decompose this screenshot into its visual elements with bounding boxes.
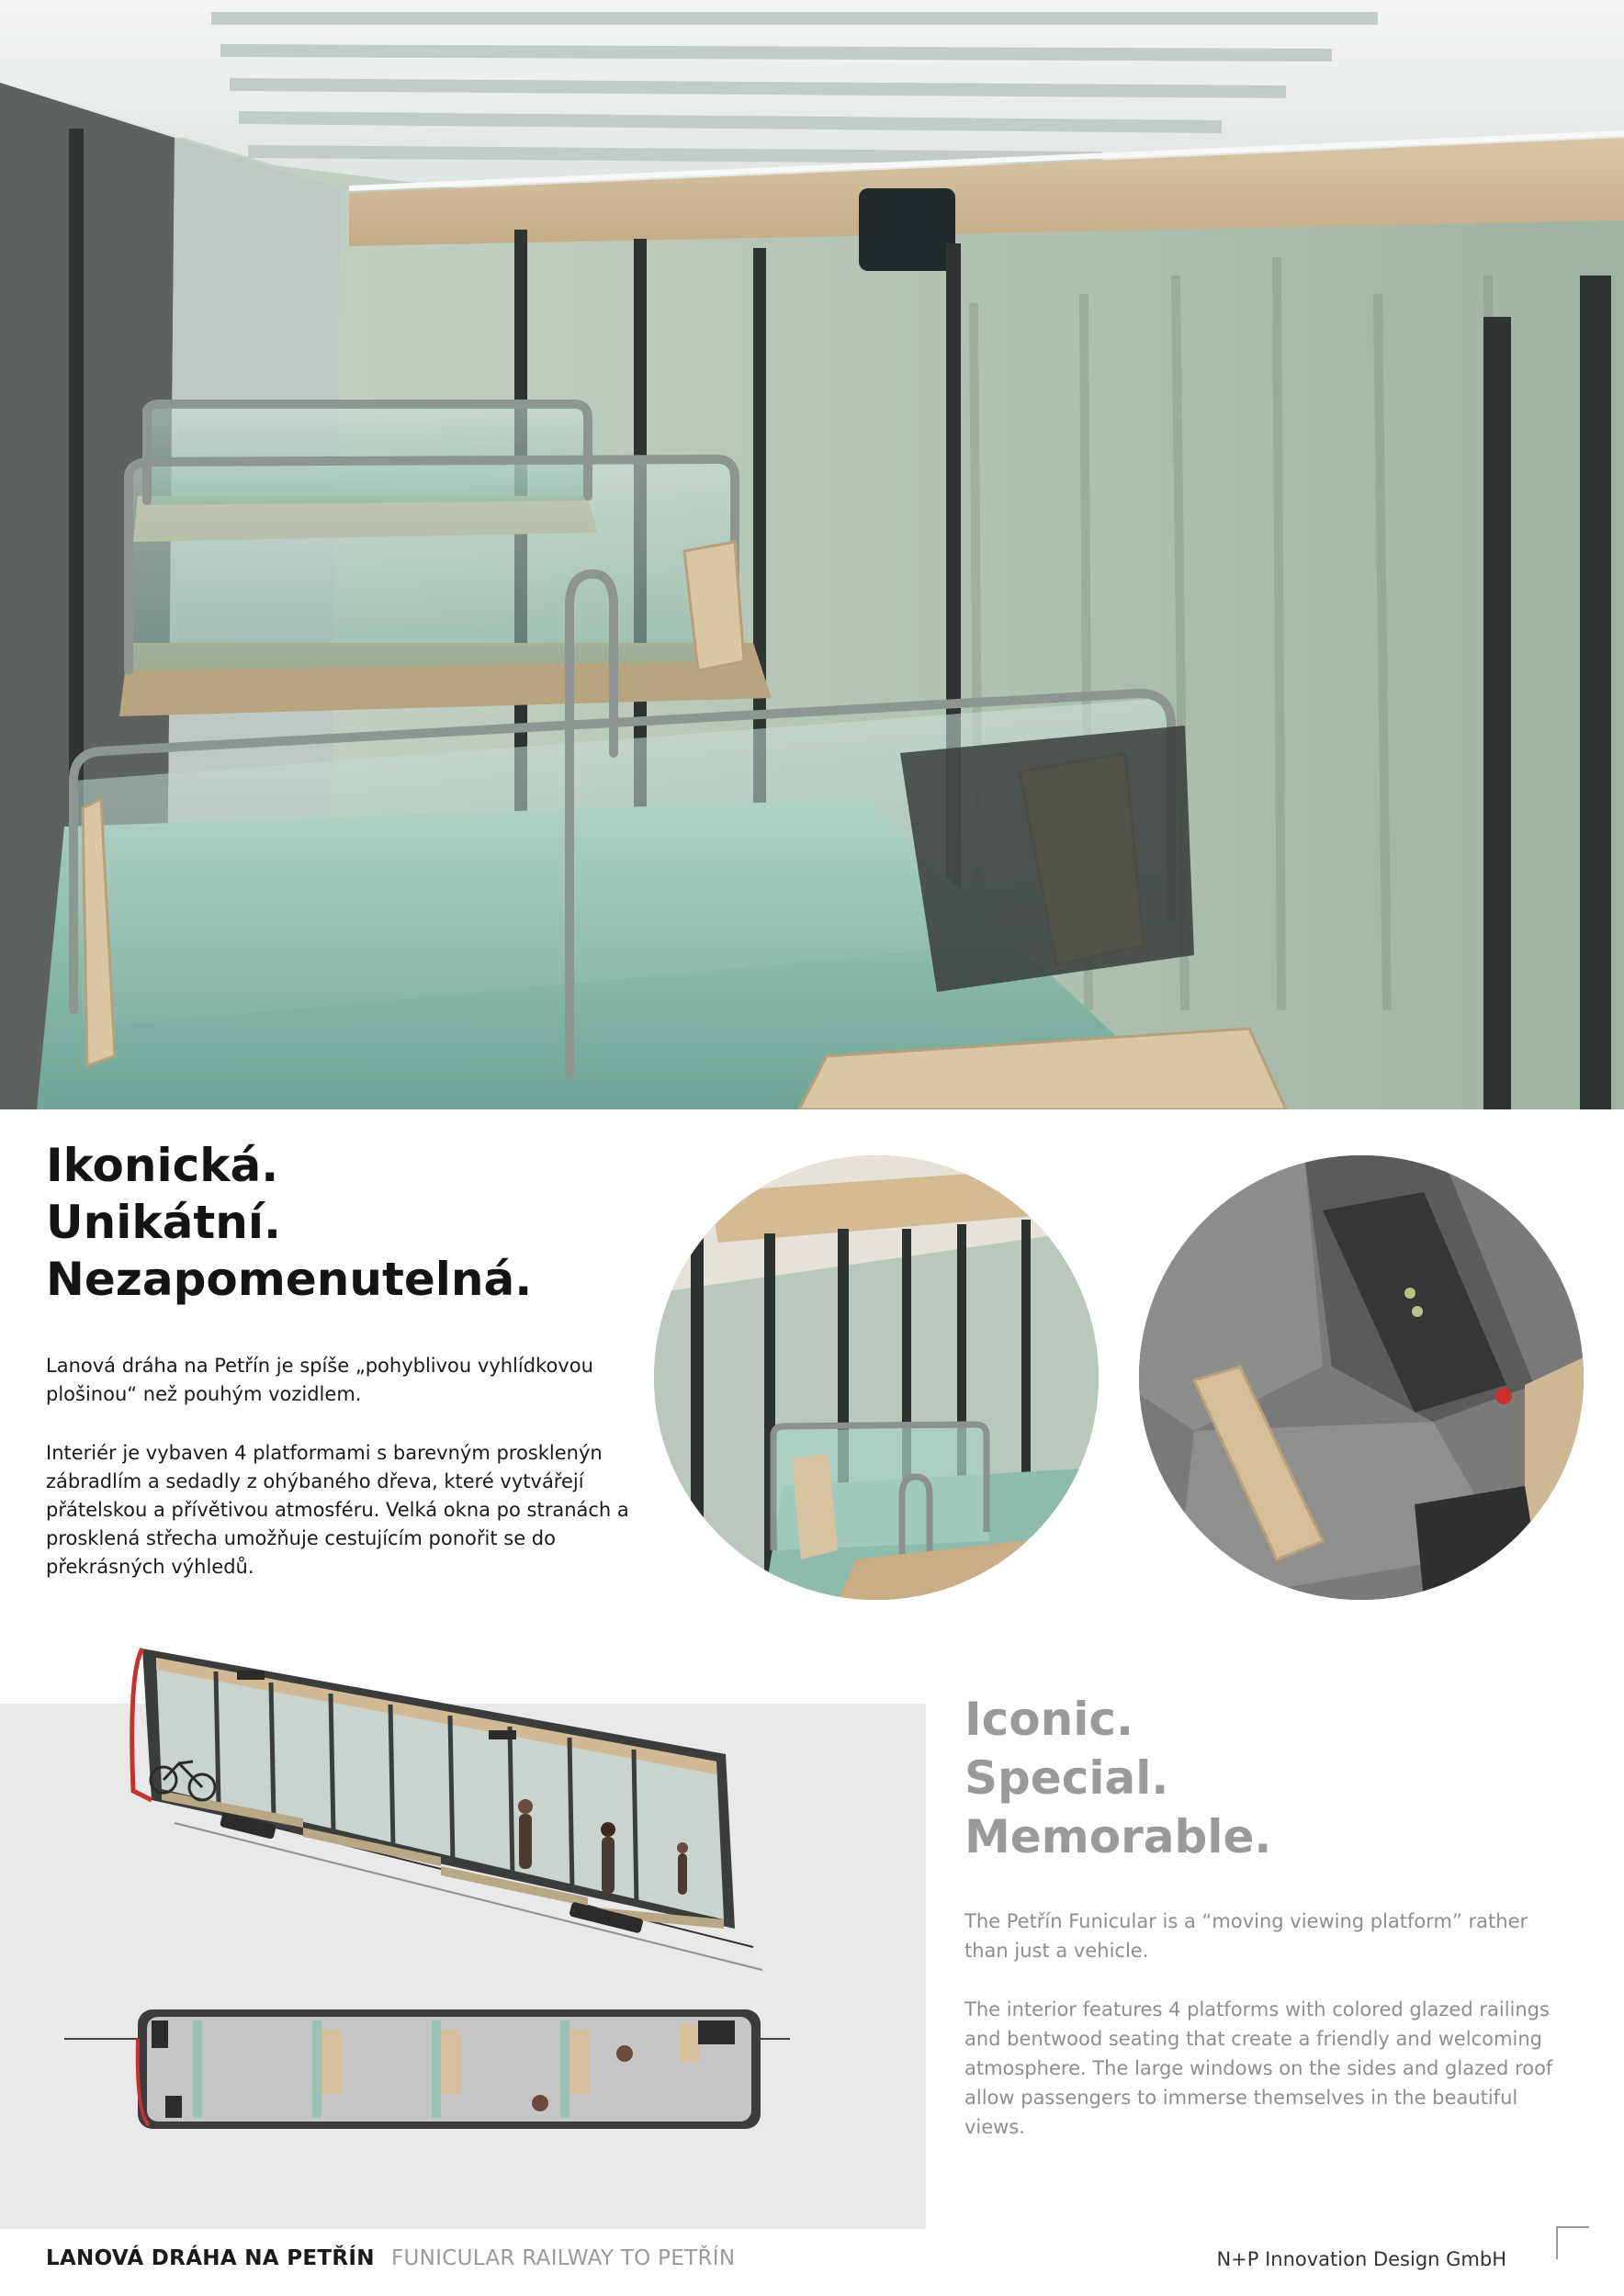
en-heading-line-3: Memorable. [964,1810,1272,1863]
funicular-section-and-plan-diagram [0,1616,926,2229]
en-heading-line-2: Special. [964,1751,1169,1805]
cz-heading [46,1137,532,1308]
footer-title-cz: LANOVÁ DRÁHA NA PETŘÍN [46,2246,375,2270]
hero-illustration [0,0,1624,1109]
footer-company-name: N+P Innovation Design GmbH [1216,2248,1506,2270]
corner-crop-mark [1556,2226,1589,2259]
funicular-side-section [132,1649,762,1970]
en-heading [964,1690,1271,1866]
en-description-paragraph: The interior features 4 platforms with colored glazed railings and bentwood seating that create a friendly and welcoming atmosphere. The large windows on the sides and glazed roof allow passengers to immerse themselves in the beautiful views. [964,1998,1553,2138]
info-screen [859,188,955,271]
circle-interior-view [654,1155,1099,1600]
cz-description-paragraph: Interiér je vybaven 4 platformami s barevným prosklenýn zábradlím a sedadly z ohýbaného dřeva, které vytvářejí přátelskou a přívětivou atmosféru. Velká okna po stranách a prosklená střecha umožňuje cestujícím ponořit se do překrásných výhledů. [46,1442,629,1578]
en-heading-line-1: Iconic. [964,1693,1133,1746]
cz-intro-paragraph: Lanová dráha na Petřín je spíše „pohyblivou vyhlídkovou plošinou“ než pouhým vozidlem. [46,1355,593,1405]
footer-title-en: FUNICULAR RAILWAY TO PETŘÍN [391,2246,736,2270]
interior-view-illustration [654,1155,1099,1600]
cz-heading-line-3: Nezapomenutelná. [46,1253,533,1306]
hero-interior-render [0,0,1624,1109]
circle-seat-detail [1139,1155,1584,1600]
cz-heading-line-1: Ikonická. [46,1139,279,1192]
funicular-plan-view [64,2009,790,2129]
stop-button-icon [1495,1388,1512,1404]
seat-detail-illustration [1139,1155,1584,1600]
footer-divider [0,2229,926,2230]
en-intro-paragraph: The Petřín Funicular is a “moving viewing platform” rather than just a vehicle. [964,1910,1528,1962]
cz-heading-line-2: Unikátní. [46,1196,281,1249]
